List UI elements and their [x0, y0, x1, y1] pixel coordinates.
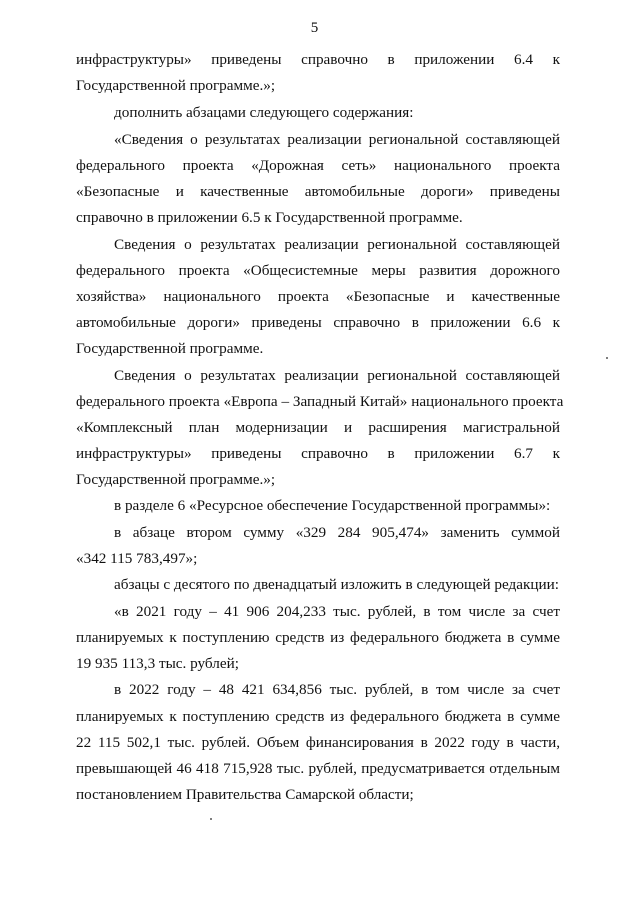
text-line: федерального проекта «Общесистемные меры развития дорожного	[76, 262, 560, 279]
text-line: федерального проекта «Дорожная сеть» национального проекта	[76, 157, 560, 174]
text-line: Государственной программе.»;	[76, 77, 276, 94]
text-line: в 2022 году – 48 421 634,856 тыс. рублей, в том числе за счет	[114, 681, 560, 698]
text-line: дополнить абзацами следующего содержания:	[114, 104, 414, 121]
text-line: «342 115 783,497»;	[76, 550, 198, 567]
text-line: абзацы с десятого по двенадцатый изложить в следующей редакции:	[114, 576, 559, 593]
text-line: Государственной программе.	[76, 340, 264, 357]
scan-speck	[210, 818, 212, 820]
text-line: в абзаце втором сумму «329 284 905,474» заменить суммой	[114, 524, 560, 541]
text-line: «Безопасные и качественные автомобильные дороги» приведены	[76, 183, 560, 200]
text-line: «Комплексный план модернизации и расширения магистральной	[76, 419, 560, 436]
text-line: Государственной программе.»;	[76, 471, 276, 488]
text-line: хозяйства» национального проекта «Безопасные и качественные	[76, 288, 560, 305]
text-line: Сведения о результатах реализации региональной составляющей	[114, 236, 560, 253]
text-line: в разделе 6 «Ресурсное обеспечение Государственной программы»:	[114, 497, 551, 514]
text-line: Сведения о результатах реализации региональной составляющей	[114, 367, 560, 384]
text-line: федерального проекта «Европа – Западный Китай» национального проекта	[76, 393, 564, 410]
page-number: 5	[310, 20, 319, 36]
text-line: «в 2021 году – 41 906 204,233 тыс. рублей, в том числе за счет	[114, 603, 560, 620]
text-line: планируемых к поступлению средств из федерального бюджета в сумме	[76, 708, 560, 725]
text-line: планируемых к поступлению средств из федерального бюджета в сумме	[76, 629, 560, 646]
scan-speck	[606, 357, 608, 359]
text-line: «Сведения о результатах реализации региональной составляющей	[114, 131, 560, 148]
text-line: превышающей 46 418 715,928 тыс. рублей, предусматривается отдельным	[76, 760, 560, 777]
text-line: постановлением Правительства Самарской области;	[76, 786, 414, 803]
text-line: 19 935 113,3 тыс. рублей;	[76, 655, 239, 672]
text-line: 22 115 502,1 тыс. рублей. Объем финансирования в 2022 году в части,	[76, 734, 560, 751]
text-line: справочно в приложении 6.5 к Государственной программе.	[76, 209, 463, 226]
text-line: автомобильные дороги» приведены справочно в приложении 6.6 к	[76, 314, 560, 331]
text-line: инфраструктуры» приведены справочно в приложении 6.7 к	[76, 445, 560, 462]
text-line: инфраструктуры» приведены справочно в приложении 6.4 к	[76, 51, 560, 68]
